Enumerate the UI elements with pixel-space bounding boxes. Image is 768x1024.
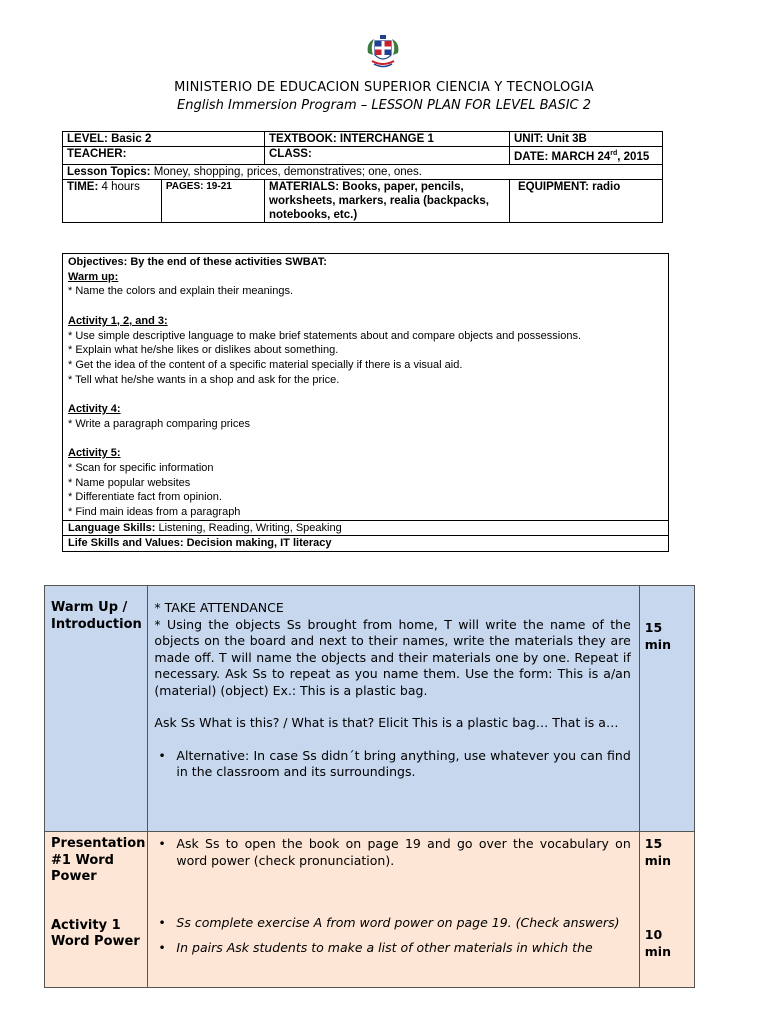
presentation-time-cell	[639, 832, 694, 988]
objective-item: * Scan for specific information	[68, 461, 214, 474]
warmup-elicit: Ask Ss What is this? / What is that? Elicit This is a plastic bag… That is a…	[154, 715, 619, 730]
activity-1-label: Activity 1 Word Power	[51, 917, 140, 949]
lesson-plan-table	[44, 585, 695, 988]
warmup-alternative-bullet: • Alternative: In case Ss didn´t bring anything, use whatever you can find in the classroom and its surroundings.	[154, 748, 630, 781]
unit-cell: UNIT: Unit 3B	[510, 132, 663, 147]
warmup-instructions: * Using the objects Ss brought from home, T will write the name of the objects on the board and next to their names, write the materials they are made off. T will name the objects and their materials one by one. Repeat if necessary. Ask Ss to repeat as you name them. Use the form: This is a/an (material) (object) Ex.: This is a plastic bag.	[154, 616, 631, 698]
open-book-bullet: • Ask Ss to open the book on page 19 and go over the vocabulary on word power (check pronunciation).	[154, 836, 630, 869]
pages-cell: PAGES: 19-21	[161, 179, 264, 222]
textbook-cell: TEXTBOOK: INTERCHANGE 1	[265, 132, 510, 147]
warmup-label-cell: Warm Up / Introduction	[45, 586, 148, 832]
objectives-box	[62, 253, 669, 552]
ministry-title: MINISTERIO DE EDUCACION SUPERIOR CIENCIA Y TECNOLOGIA	[174, 80, 594, 95]
presentation-label-cell	[45, 832, 148, 988]
objective-item: * Explain what he/she likes or dislikes about something.	[68, 344, 339, 357]
activity-1-time: 10 min	[644, 927, 671, 959]
materials-cell: MATERIALS: Books, paper, pencils, worksheets, markers, realia (backpacks, notebooks, etc.)	[265, 179, 510, 222]
coat-of-arms-icon	[364, 33, 402, 69]
objective-item: * Name popular websites	[68, 476, 191, 489]
warmup-time-cell: 15 min	[639, 586, 694, 832]
language-skills-value: Listening, Reading, Writing, Speaking	[155, 521, 342, 534]
date-suffix: , 2015	[617, 150, 650, 163]
topics-label: Lesson Topics:	[67, 165, 151, 178]
activity-5-title: Activity 5:	[68, 447, 121, 460]
warmup-content-cell	[148, 586, 639, 832]
program-title: English Immersion Program – LESSON PLAN FOR LEVEL BASIC 2	[176, 98, 592, 113]
teacher-cell: TEACHER:	[63, 147, 265, 165]
level-cell: LEVEL: Basic 2	[63, 132, 265, 147]
exercise-a-bullet: • Ss complete exercise A from word power on page 19. (Check answers)	[154, 915, 630, 932]
language-skills-row	[63, 520, 668, 536]
language-skills-label: Language Skills:	[68, 521, 156, 534]
date-cell	[510, 147, 663, 165]
equipment-cell: EQUIPMENT: radio	[510, 179, 663, 222]
objective-item: * Use simple descriptive language to make brief statements about and compare objects and possessions.	[68, 329, 582, 342]
class-cell: CLASS:	[265, 147, 510, 165]
presentation-content-cell	[148, 832, 639, 988]
time-label: TIME:	[67, 180, 99, 193]
objective-item: * Write a paragraph comparing prices	[68, 417, 250, 430]
pairs-list-bullet: • In pairs Ask students to make a list of other materials in which the	[154, 940, 630, 957]
objective-item: * Tell what he/she wants in a shop and ask for the price.	[68, 373, 340, 386]
objective-item: * Get the idea of the content of a specific material specially if there is a visual aid.	[68, 358, 463, 371]
time-value: 4 hours	[98, 180, 140, 193]
presentation-label: Presentation #1 Word Power	[51, 836, 146, 884]
topics-value: Money, shopping, prices, demonstratives; one, ones.	[150, 165, 422, 178]
life-skills-row: Life Skills and Values: Decision making, IT literacy	[63, 535, 668, 551]
lesson-info-table	[62, 131, 663, 223]
objective-item: * Name the colors and explain their meanings.	[68, 285, 294, 298]
presentation-time: 15 min	[644, 836, 671, 868]
objectives-heading: Objectives: By the end of these activities SWBAT:	[68, 256, 327, 268]
warmup-objectives-title: Warm up:	[68, 270, 119, 283]
date-prefix: DATE: MARCH 24	[514, 150, 611, 163]
objective-item: * Find main ideas from a paragraph	[68, 505, 241, 518]
time-cell	[63, 179, 162, 222]
date-sup: rd	[610, 150, 618, 157]
topics-cell	[63, 164, 663, 179]
activity-123-title: Activity 1, 2, and 3:	[68, 314, 168, 327]
objective-item: * Differentiate fact from opinion.	[68, 491, 222, 504]
attendance-line: * TAKE ATTENDANCE	[154, 600, 284, 615]
activity-4-title: Activity 4:	[68, 403, 121, 415]
